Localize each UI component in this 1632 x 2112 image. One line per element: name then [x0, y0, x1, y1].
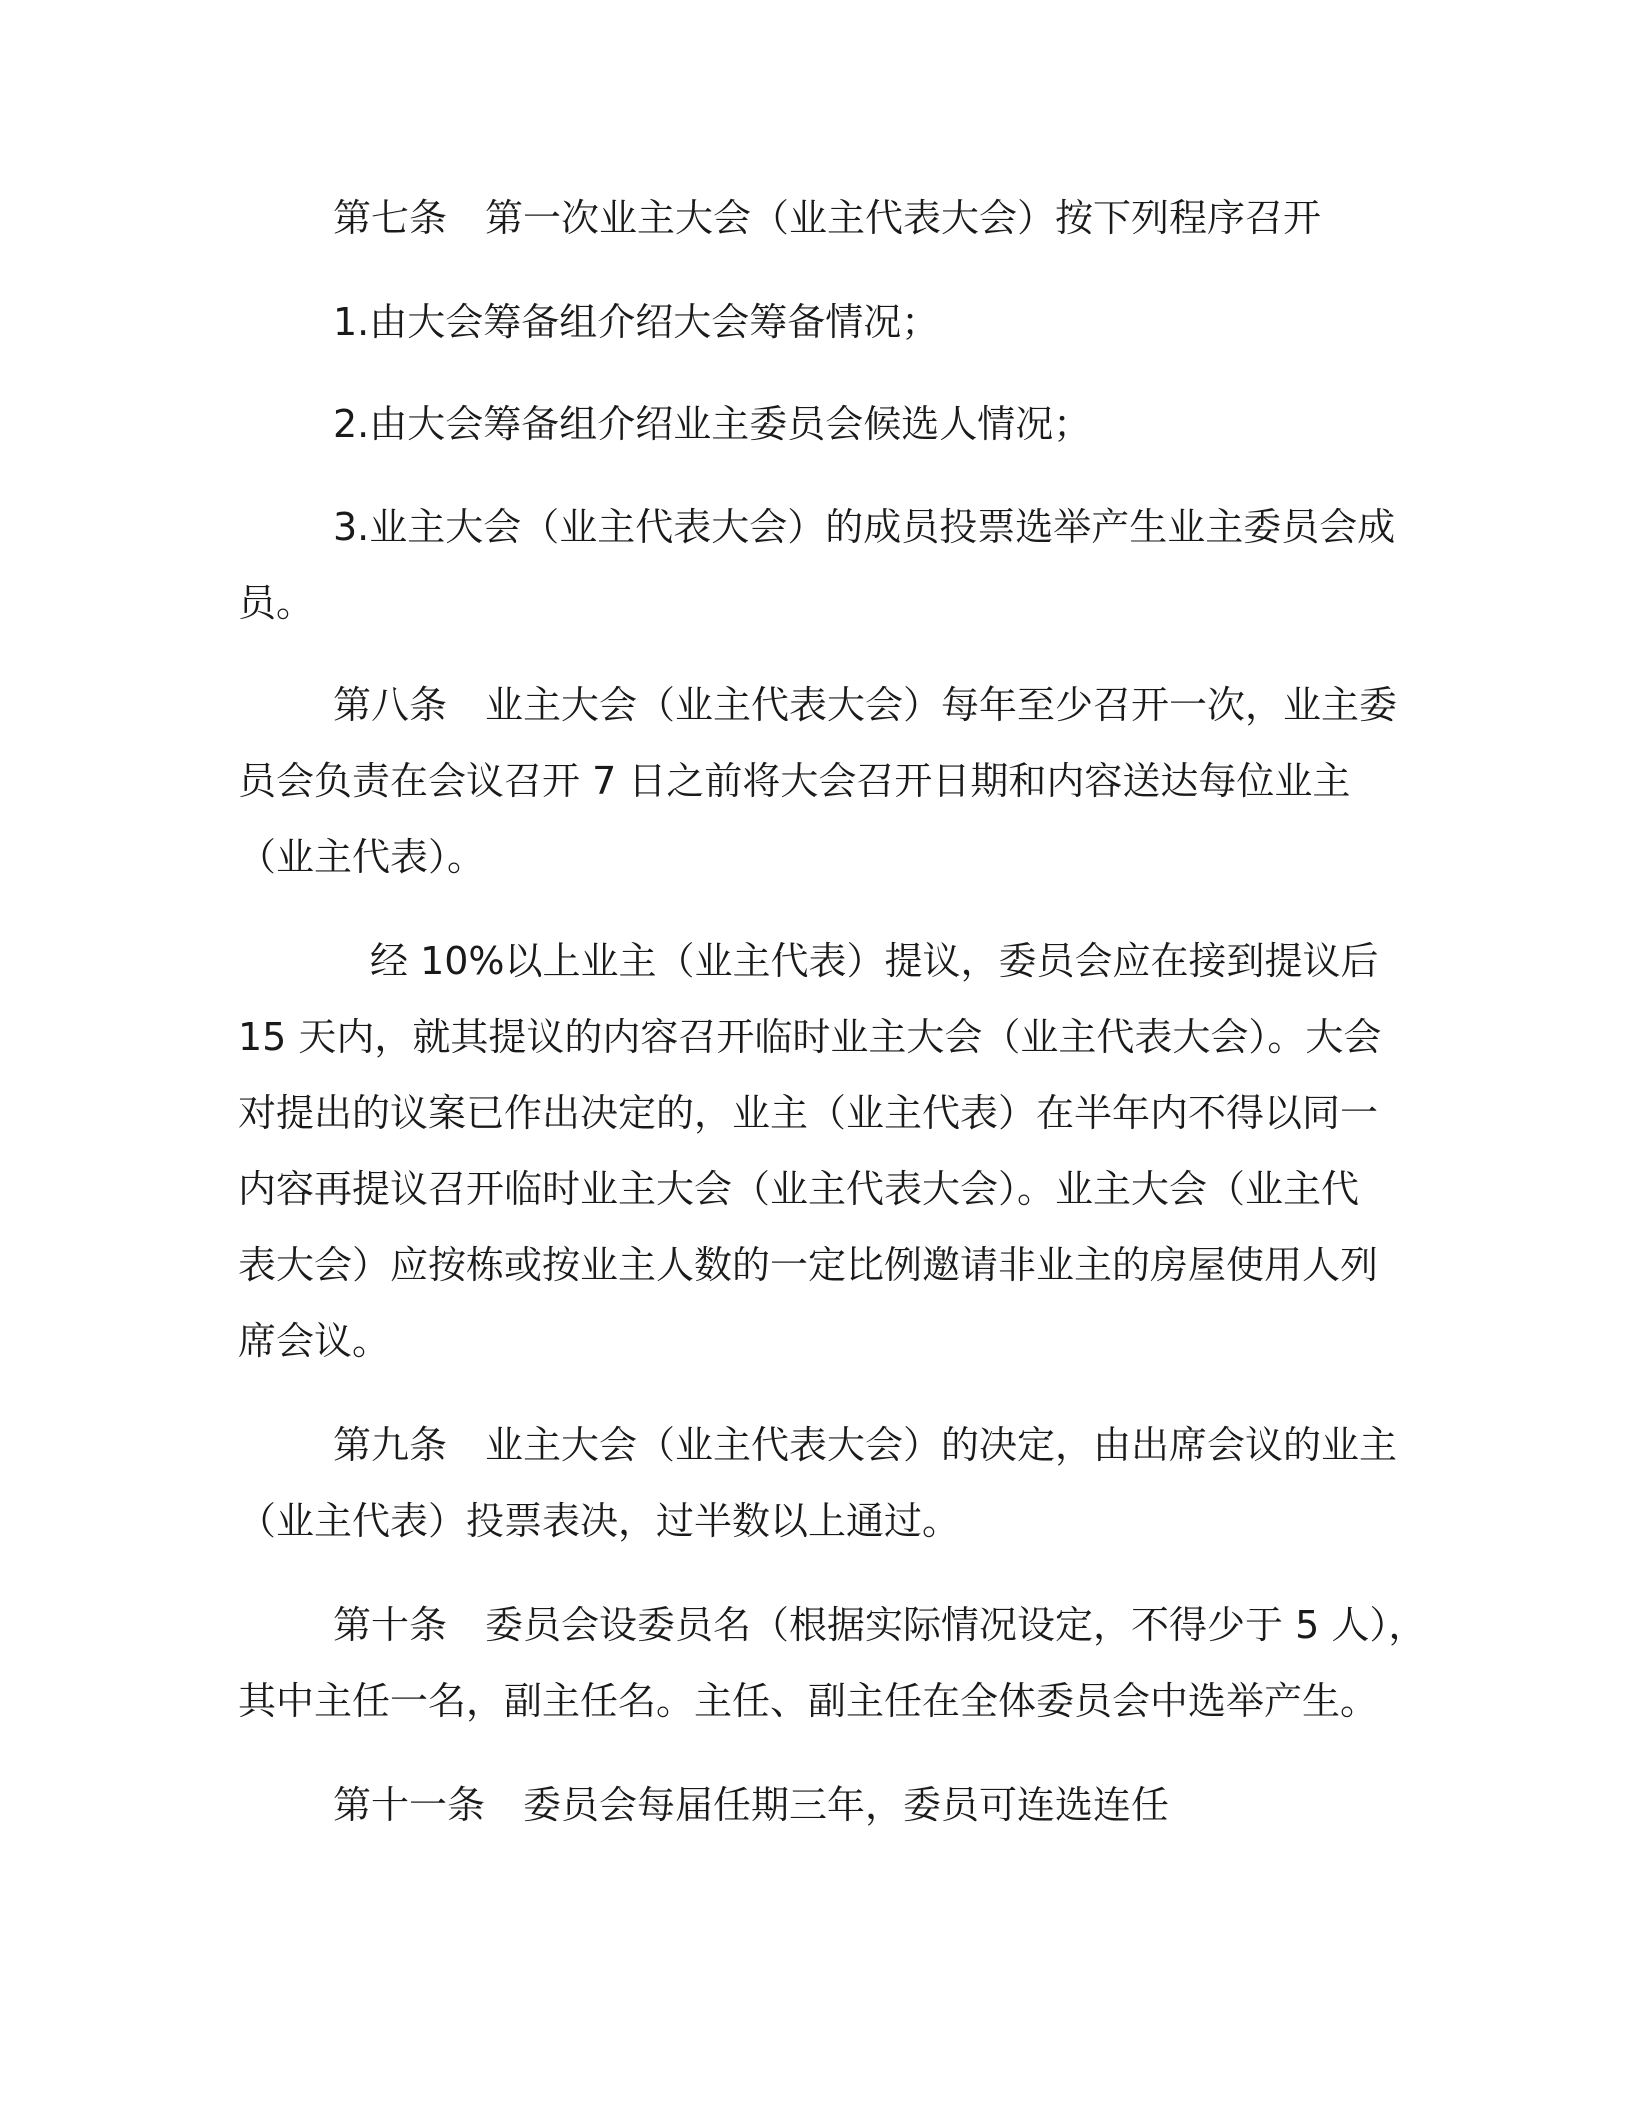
- article-7-item-3-line-2: 员。: [238, 581, 315, 625]
- article-10-line-2: 其中主任一名，副主任名。主任、副主任在全体委员会中选举产生。: [238, 1679, 1379, 1723]
- article-7-item-1: 1.由大会筹备组介绍大会筹备情况；: [333, 300, 940, 344]
- article-7-heading: 第七条 第一次业主大会（业主代表大会）按下列程序召开: [333, 196, 1322, 240]
- article-8-para-2-line-6: 席会议。: [238, 1319, 391, 1363]
- article-7-item-2: 2.由大会筹备组介绍业主委员会候选人情况；: [333, 402, 1092, 446]
- article-8-para-2-line-1: 经 10%以上业主（业主代表）提议，委员会应在接到提议后: [370, 939, 1379, 983]
- article-7-item-3-line-1: 3.业主大会（业主代表大会）的成员投票选举产生业主委员会成: [333, 505, 1396, 549]
- article-8-para-2-line-4: 内容再提议召开临时业主大会（业主代表大会）。业主大会（业主代: [238, 1167, 1360, 1211]
- article-10-line-1: 第十条 委员会设委员名（根据实际情况设定，不得少于 5 人），: [333, 1603, 1427, 1647]
- article-9-line-2: （业主代表）投票表决，过半数以上通过。: [238, 1499, 961, 1543]
- article-11-heading: 第十一条 委员会每届任期三年，委员可连选连任: [333, 1783, 1170, 1827]
- article-8-para-2-line-3: 对提出的议案已作出决定的，业主（业主代表）在半年内不得以同一: [238, 1091, 1379, 1135]
- article-8-line-2: 员会负责在会议召开 7 日之前将大会召开日期和内容送达每位业主: [238, 759, 1351, 803]
- article-8-line-3: （业主代表）。: [238, 835, 486, 879]
- article-8-para-2-line-2: 15 天内，就其提议的内容召开临时业主大会（业主代表大会）。大会: [238, 1015, 1382, 1059]
- article-8-para-2-line-5: 表大会）应按栋或按业主人数的一定比例邀请非业主的房屋使用人列: [238, 1243, 1379, 1287]
- article-9-line-1: 第九条 业主大会（业主代表大会）的决定，由出席会议的业主: [333, 1423, 1398, 1467]
- article-8-line-1: 第八条 业主大会（业主代表大会）每年至少召开一次，业主委: [333, 683, 1398, 727]
